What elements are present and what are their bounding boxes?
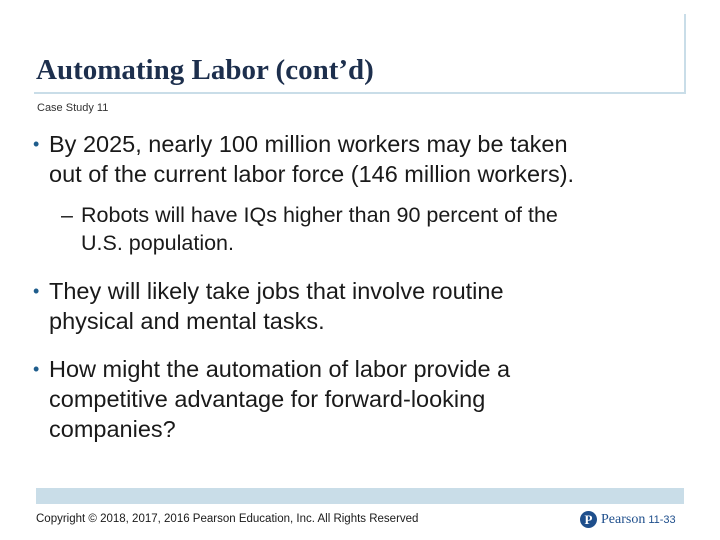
bullet-line: physical and mental tasks. [49, 308, 325, 334]
bullet-line: How might the automation of labor provide a [49, 356, 511, 382]
sub-bullet-1 [61, 201, 558, 257]
footer-band [36, 488, 684, 504]
bullet-line: They will likely take jobs that involve routine [49, 278, 504, 304]
bullet-text [49, 276, 504, 336]
pearson-branding [580, 511, 676, 528]
sub-bullet-marker: – [61, 203, 73, 227]
bullet-text [49, 129, 574, 189]
page-number: 11-33 [648, 513, 676, 526]
slide-subtitle: Case Study 11 [37, 102, 109, 114]
sub-bullet-line: Robots will have IQs higher than 90 percent of the [81, 203, 558, 227]
bullet-line: By 2025, nearly 100 million workers may be taken [49, 131, 568, 157]
pearson-logo-icon: P [580, 511, 597, 528]
bullet-3 [33, 354, 510, 444]
sub-bullet-text [81, 201, 558, 257]
bullet-marker: • [33, 359, 40, 379]
slide-title: Automating Labor (cont’d) [36, 54, 374, 86]
bullet-1 [33, 129, 574, 189]
sub-bullet-line: U.S. population. [81, 231, 234, 255]
bullet-line: competitive advantage for forward-looking [49, 386, 486, 412]
bullet-line: out of the current labor force (146 million workers). [49, 161, 575, 187]
bullet-marker: • [33, 134, 40, 154]
bullet-text [49, 354, 510, 444]
bullet-2 [33, 276, 504, 336]
title-rule-horizontal [34, 92, 686, 94]
title-rule-vertical [684, 14, 686, 94]
bullet-line: companies? [49, 416, 176, 442]
bullet-marker: • [33, 281, 40, 301]
copyright-notice: Copyright © 2018, 2017, 2016 Pearson Education, Inc. All Rights Reserved [36, 513, 419, 525]
pearson-wordmark: Pearson [601, 511, 646, 527]
